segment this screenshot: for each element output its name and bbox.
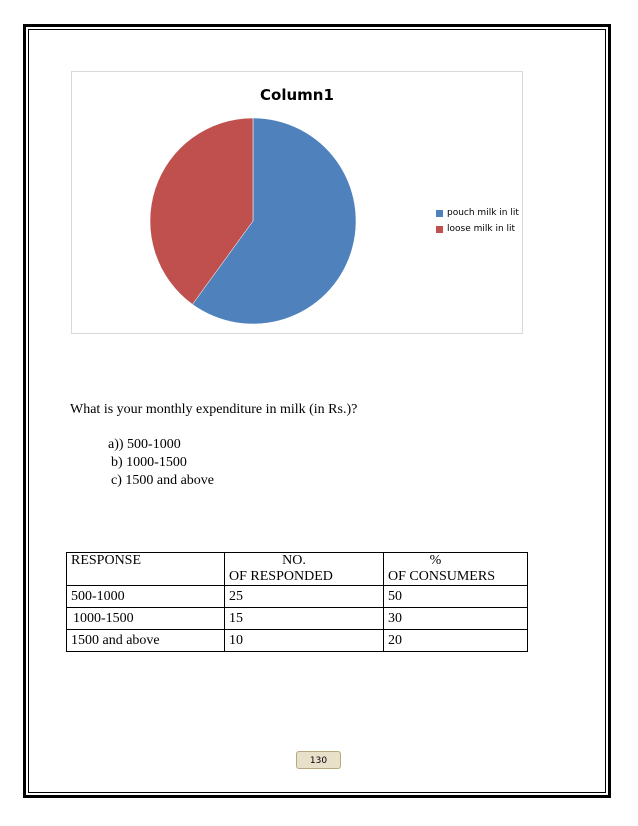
header-number: [225, 553, 384, 586]
question-text: What is your monthly expenditure in milk (in Rs.)?: [70, 402, 358, 417]
table-cell: 20: [384, 630, 528, 652]
header-percent: [384, 553, 528, 586]
legend-item-loose: [436, 221, 519, 237]
legend-item-pouch: [436, 205, 519, 221]
pie-chart: [71, 71, 523, 334]
options-list: [108, 436, 214, 490]
pie-chart-svg: [72, 72, 524, 335]
table-cell: 1500 and above: [67, 630, 225, 652]
table-cell: 50: [384, 586, 528, 608]
chart-legend: [436, 205, 519, 237]
table-cell: 1000-1500: [67, 608, 225, 630]
table-cell: 15: [225, 608, 384, 630]
header-response-label: RESPONSE: [71, 553, 142, 568]
chart-title: Column1: [260, 86, 334, 104]
table-cell: 10: [225, 630, 384, 652]
response-table: [66, 552, 528, 652]
header-percent-line1: %: [429, 553, 442, 568]
header-percent-line2: OF CONSUMERS: [388, 569, 495, 584]
table-header-row: [67, 553, 528, 586]
legend-swatch-pouch: [436, 210, 443, 217]
table-row: [67, 608, 528, 630]
table-cell: 500-1000: [67, 586, 225, 608]
header-response: [67, 553, 225, 586]
option-a: a)) 500-1000: [108, 437, 181, 452]
legend-label-pouch: pouch milk in lit: [447, 208, 519, 218]
header-number-line2: OF RESPONDED: [229, 569, 333, 584]
option-c: c) 1500 and above: [111, 473, 215, 488]
header-number-line1: NO.: [282, 553, 306, 568]
table-row: [67, 586, 528, 608]
legend-swatch-loose: [436, 226, 443, 233]
legend-label-loose: loose milk in lit: [447, 224, 516, 234]
page-number: 130: [296, 751, 341, 769]
table-cell: 30: [384, 608, 528, 630]
table-row: [67, 630, 528, 652]
table-cell: 25: [225, 586, 384, 608]
option-b: b) 1000-1500: [111, 455, 187, 470]
